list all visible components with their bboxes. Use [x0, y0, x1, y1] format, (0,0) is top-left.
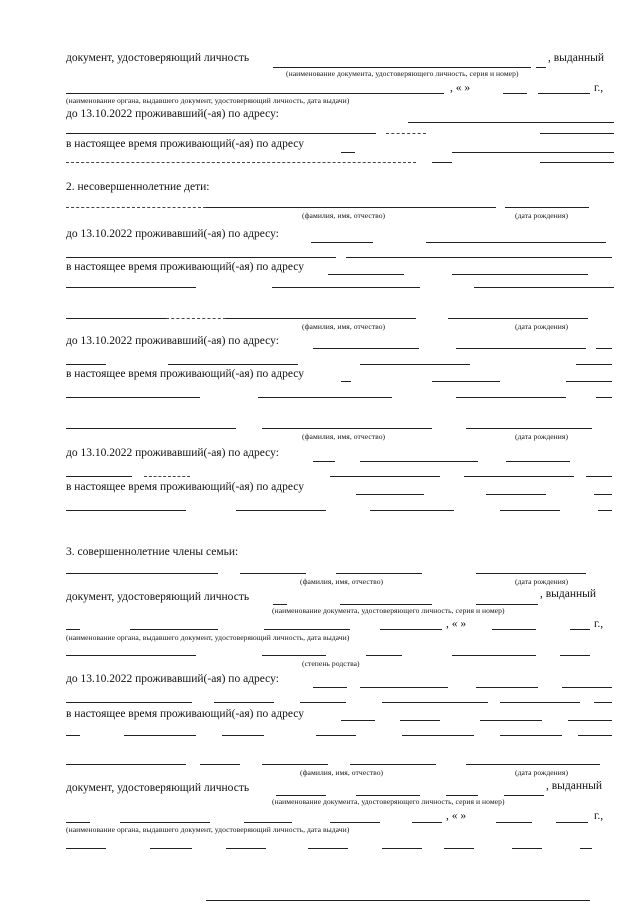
member2-issuer-field-2[interactable]: [120, 822, 210, 823]
old-address-field-1[interactable]: [408, 122, 614, 123]
doc-field[interactable]: [273, 67, 531, 68]
member1-old-address-field-5[interactable]: [66, 702, 192, 703]
child2-old-address-field-6[interactable]: [360, 364, 470, 365]
member1-issued-label: , выданный: [540, 588, 597, 600]
member2-issuer-cont-3[interactable]: [226, 848, 266, 849]
date-year-field[interactable]: [538, 93, 590, 94]
member1-old-address-field-8[interactable]: [382, 702, 488, 703]
member2-issued-label: , выданный: [546, 780, 603, 792]
issuer-field[interactable]: [66, 93, 444, 94]
member2-issuer-cont-2[interactable]: [150, 848, 192, 849]
child1-name-field-a[interactable]: [66, 207, 206, 208]
issued-label: , выданный: [548, 52, 605, 64]
member1-old-address-field-2[interactable]: [360, 687, 448, 688]
child3-new-address-field-7[interactable]: [500, 510, 560, 511]
child1-hint-name: (фамилия, имя, отчество): [302, 211, 386, 220]
old-address-field-3[interactable]: [386, 133, 426, 134]
child1-lives-now-label: в настоящее время проживающий(-ая) по адресу: [66, 261, 304, 273]
lived-until-label: до 13.10.2022 проживавший(-ая) по адресу:: [66, 108, 279, 120]
member2-doc-field-1[interactable]: [276, 795, 326, 796]
child2-hint-birth: (дата рождения): [515, 322, 569, 331]
member1-name-field-b[interactable]: [240, 573, 306, 574]
child3-old-address-field-6[interactable]: [330, 476, 440, 477]
member1-new-address-field-2[interactable]: [400, 720, 440, 721]
member2-issuer-field-3[interactable]: [244, 822, 292, 823]
member1-name-field-a[interactable]: [66, 573, 218, 574]
child2-lived-until-label: до 13.10.2022 проживавший(-ая) по адресу:: [66, 335, 279, 347]
member2-name-field-a[interactable]: [66, 764, 186, 765]
new-address-field-5[interactable]: [540, 162, 614, 163]
child3-old-address-field-4[interactable]: [66, 476, 132, 477]
child2-name-field[interactable]: [226, 318, 416, 319]
child2-birth-field[interactable]: [448, 318, 588, 319]
member2-issuer-field-5[interactable]: [412, 822, 442, 823]
child2-old-address-field-3[interactable]: [596, 348, 612, 349]
section3-heading: 3. совершеннолетние члены семьи:: [66, 546, 239, 558]
child2-new-address-field-3[interactable]: [566, 381, 612, 382]
member1-doc-field-1[interactable]: [273, 604, 287, 605]
member2-year-suffix: г.,: [594, 810, 604, 822]
member1-old-address-field-6[interactable]: [214, 702, 274, 703]
member1-old-address-field-3[interactable]: [476, 687, 538, 688]
child3-hint-name: (фамилия, имя, отчество): [302, 432, 386, 441]
member1-doc-field-3[interactable]: [476, 604, 538, 605]
child3-new-address-field-4[interactable]: [66, 510, 186, 511]
child2-old-address-field-2[interactable]: [456, 348, 586, 349]
member1-doc-field-2[interactable]: [340, 604, 432, 605]
date-separator: , « »: [450, 82, 471, 94]
member2-hint-name: (фамилия, имя, отчество): [300, 768, 384, 777]
member1-new-address-field-6[interactable]: [124, 735, 196, 736]
child2-hint-name: (фамилия, имя, отчество): [302, 322, 386, 331]
child3-old-address-field-7[interactable]: [464, 476, 574, 477]
child2-new-address-field-2[interactable]: [432, 381, 500, 382]
member2-issuer-field-4[interactable]: [330, 822, 380, 823]
old-address-field-4[interactable]: [540, 133, 614, 134]
member2-doc-field-2[interactable]: [356, 795, 420, 796]
member1-hint-name: (фамилия, имя, отчество): [300, 577, 384, 586]
member1-new-address-field-1[interactable]: [341, 720, 375, 721]
child3-new-address-field-8[interactable]: [598, 510, 612, 511]
member1-new-address-field-3[interactable]: [480, 720, 542, 721]
child3-new-address-field-2[interactable]: [486, 494, 546, 495]
member2-name-field[interactable]: [262, 764, 328, 765]
member1-new-address-field-8[interactable]: [316, 735, 356, 736]
member2-date-month-field[interactable]: [496, 822, 532, 823]
child1-old-address-field-2[interactable]: [426, 242, 606, 243]
member1-relation-field-5[interactable]: [560, 655, 590, 656]
member1-hint-relation: (степень родства): [302, 659, 360, 668]
member1-old-address-field-9[interactable]: [500, 702, 580, 703]
child2-lives-now-label: в настоящее время проживающий(-ая) по адресу: [66, 368, 304, 380]
member2-issuer-cont-8[interactable]: [580, 848, 592, 849]
new-address-field-4[interactable]: [432, 162, 452, 163]
child2-old-address-field-1[interactable]: [313, 348, 419, 349]
member1-lived-until-label: до 13.10.2022 проживавший(-ая) по адресу:: [66, 673, 279, 685]
member1-name-field[interactable]: [336, 573, 422, 574]
member2-hint-doc: (наименование документа, удостоверяющего личность, серия и номер): [272, 797, 505, 806]
member2-hint-issuer: (наименование органа, выдавшего документ, удостоверяющий личность, дата выдачи): [66, 825, 350, 834]
member2-doc-field-3[interactable]: [446, 795, 478, 796]
child2-new-address-field-7[interactable]: [596, 397, 612, 398]
member2-issuer-cont-1[interactable]: [66, 848, 106, 849]
member1-new-address-field-10[interactable]: [500, 735, 562, 736]
member2-doc-label: документ, удостоверяющий личность: [66, 782, 250, 794]
member1-old-address-field-4[interactable]: [562, 687, 612, 688]
section2-heading: 2. несовершеннолетние дети:: [66, 181, 210, 193]
member2-birth-field[interactable]: [466, 764, 600, 765]
child1-new-address-field-2[interactable]: [452, 274, 588, 275]
child1-new-address-field-5[interactable]: [474, 287, 614, 288]
member2-name-field-b[interactable]: [200, 764, 240, 765]
member1-old-address-field-1[interactable]: [313, 687, 347, 688]
member1-issuer-field-2[interactable]: [130, 629, 218, 630]
child2-name-field-a[interactable]: [66, 318, 166, 319]
member1-relation-field-2[interactable]: [262, 655, 326, 656]
child1-old-address-field-4[interactable]: [346, 257, 612, 258]
child2-old-address-field-7[interactable]: [576, 364, 612, 365]
child3-name-field-a[interactable]: [66, 428, 236, 429]
member1-doc-label: документ, удостоверяющий личность: [66, 591, 250, 603]
child2-old-address-field-4[interactable]: [66, 364, 106, 365]
child2-name-field-b[interactable]: [166, 318, 226, 319]
member1-new-address-field-5[interactable]: [66, 735, 80, 736]
child1-new-address-field-1[interactable]: [328, 274, 404, 275]
child3-old-address-field-1[interactable]: [313, 461, 335, 462]
member2-date-separator: , « »: [446, 810, 467, 822]
member2-issuer-cont-4[interactable]: [308, 848, 348, 849]
child3-lived-until-label: до 13.10.2022 проживавший(-ая) по адресу:: [66, 447, 279, 459]
member1-issuer-field-1[interactable]: [66, 629, 80, 630]
year-suffix: г.,: [594, 82, 604, 94]
child3-new-address-field-3[interactable]: [594, 494, 612, 495]
child3-old-address-field-5[interactable]: [144, 476, 190, 477]
child3-lives-now-label: в настоящее время проживающий(-ая) по адресу: [66, 481, 304, 493]
child3-hint-birth: (дата рождения): [515, 432, 569, 441]
member1-date-month-field[interactable]: [492, 629, 536, 630]
doc-field-tail[interactable]: [536, 67, 546, 68]
child3-old-address-field-2[interactable]: [360, 461, 478, 462]
child3-new-address-field-1[interactable]: [356, 494, 424, 495]
date-month-field[interactable]: [503, 93, 527, 94]
child3-name-field[interactable]: [262, 428, 432, 429]
member2-date-year-field[interactable]: [556, 822, 588, 823]
child1-name-field[interactable]: [206, 207, 496, 208]
hint-doc: (наименование документа, удостоверяющего личность, серия и номер): [286, 69, 519, 78]
member1-issuer-field-3[interactable]: [264, 629, 350, 630]
child1-new-address-field-4[interactable]: [272, 287, 420, 288]
child3-birth-field[interactable]: [466, 428, 592, 429]
child2-old-address-field-5[interactable]: [168, 364, 298, 365]
new-address-field-2[interactable]: [452, 152, 614, 153]
child1-hint-birth: (дата рождения): [515, 211, 569, 220]
member2-issuer-field-1[interactable]: [66, 822, 90, 823]
child2-new-address-field-4[interactable]: [66, 397, 200, 398]
member1-new-address-field-11[interactable]: [578, 735, 612, 736]
member1-hint-issuer: (наименование органа, выдавшего документ, удостоверяющий личность, дата выдачи): [66, 633, 350, 642]
member2-name-field-c[interactable]: [350, 764, 436, 765]
member1-issuer-field-4[interactable]: [380, 629, 442, 630]
member1-lives-now-label: в настоящее время проживающий(-ая) по адресу: [66, 708, 304, 720]
member2-issuer-cont-7[interactable]: [512, 848, 542, 849]
member1-date-separator: , « »: [446, 618, 467, 630]
member1-old-address-field-7[interactable]: [300, 702, 346, 703]
child1-old-address-field-1[interactable]: [311, 242, 373, 243]
member2-issuer-cont-6[interactable]: [444, 848, 474, 849]
member1-new-address-field-7[interactable]: [222, 735, 264, 736]
child3-old-address-field-3[interactable]: [506, 461, 570, 462]
child3-new-address-field-6[interactable]: [370, 510, 454, 511]
child1-birth-field[interactable]: [505, 207, 589, 208]
member2-doc-field-4[interactable]: [504, 795, 544, 796]
child2-new-address-field-1[interactable]: [341, 381, 351, 382]
child3-new-address-field-5[interactable]: [236, 510, 326, 511]
child3-old-address-field-8[interactable]: [586, 476, 612, 477]
member1-date-year-field[interactable]: [570, 629, 590, 630]
member2-hint-birth: (дата рождения): [515, 768, 569, 777]
child1-old-address-field-3[interactable]: [66, 257, 336, 258]
new-address-field-3[interactable]: [66, 162, 416, 163]
member1-relation-field-4[interactable]: [452, 655, 536, 656]
new-address-field-1[interactable]: [341, 152, 355, 153]
child2-new-address-field-6[interactable]: [456, 397, 566, 398]
member1-old-address-field-10[interactable]: [594, 702, 612, 703]
lives-now-label: в настоящее время проживающий(-ая) по адресу: [66, 138, 304, 150]
member2-issuer-cont-5[interactable]: [382, 848, 422, 849]
child1-lived-until-label: до 13.10.2022 проживавший(-ая) по адресу:: [66, 228, 279, 240]
member1-year-suffix: г.,: [594, 618, 604, 630]
member1-new-address-field-9[interactable]: [402, 735, 474, 736]
member1-hint-doc: (наименование документа, удостоверяющего личность, серия и номер): [272, 606, 505, 615]
member1-hint-birth: (дата рождения): [515, 577, 569, 586]
member1-birth-field[interactable]: [476, 573, 586, 574]
bottom-line[interactable]: [206, 900, 590, 901]
child2-new-address-field-5[interactable]: [258, 397, 392, 398]
member1-relation-field-1[interactable]: [66, 655, 196, 656]
hint-issuer: (наименование органа, выдавшего документ, удостоверяющий личность, дата выдачи): [66, 96, 350, 105]
member1-new-address-field-4[interactable]: [568, 720, 612, 721]
doc-label: документ, удостоверяющий личность: [66, 52, 250, 64]
old-address-field-2[interactable]: [66, 133, 376, 134]
member1-relation-field-3[interactable]: [366, 655, 402, 656]
child1-new-address-field-3[interactable]: [66, 287, 196, 288]
